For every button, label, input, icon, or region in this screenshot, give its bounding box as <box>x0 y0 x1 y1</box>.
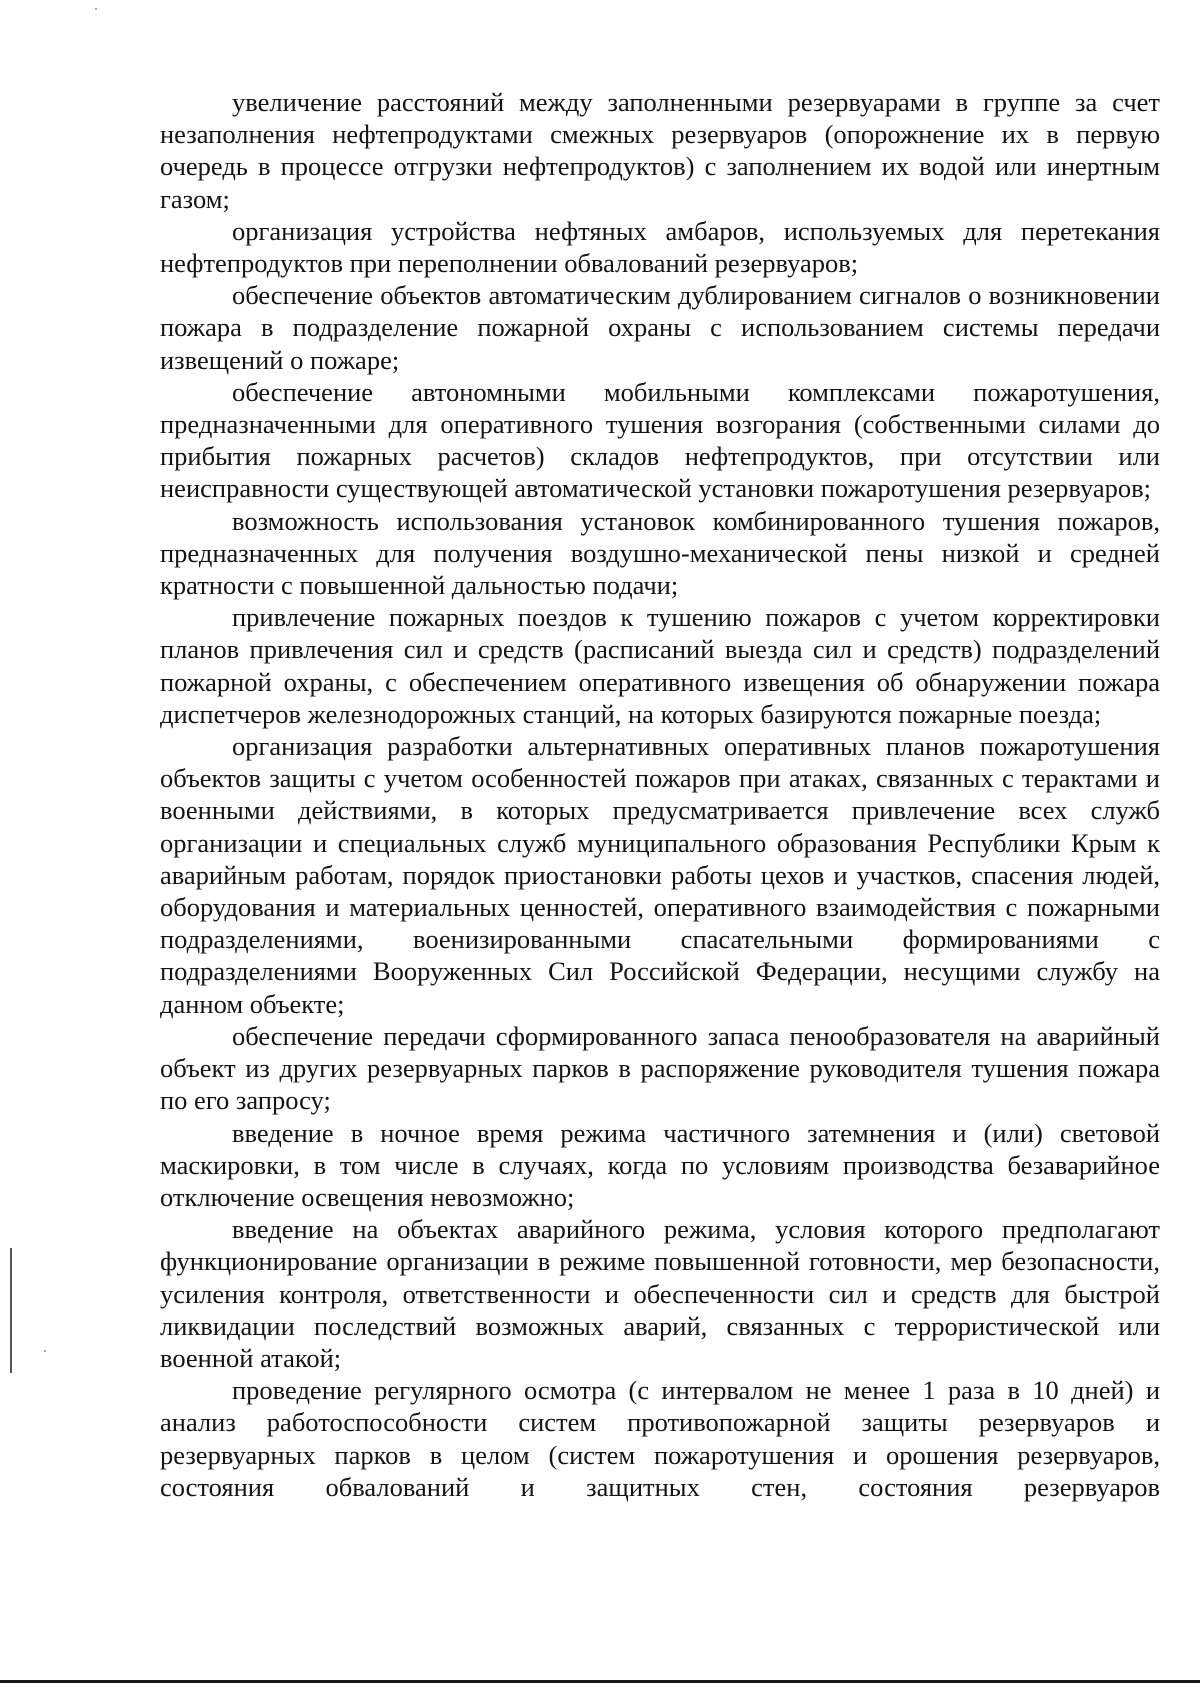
document-body <box>160 86 1160 1503</box>
paragraph-8: обеспечение передачи сформированного запаса пенообразователя на аварийный объект из других резервуарных парков в распоряжение руководителя тушения пожара по его запросу; <box>160 1020 1160 1116</box>
paragraph-10: введение на объектах аварийного режима, условия которого предполагают функционирование организации в режиме повышенной готовности, мер безопасности, усиления контроля, ответственности и обеспеченности сил и средств для быстрой ликвидации последствий возможных аварий, связанных с террористической или военной атакой; <box>160 1214 1160 1373</box>
scan-speck <box>44 1350 46 1352</box>
paragraph-6: привлечение пожарных поездов к тушению пожаров с учетом корректировки планов привлечения сил и средств (расписаний выезда сил и средств) подразделений пожарной охраны, с обеспечением оперативного извещения об обнаружении пожара диспетчеров железнодорожных станций, на которых базируются пожарные поезда; <box>160 602 1160 729</box>
paragraph-5: возможность использования установок комбинированного тушения пожаров, предназначенных для получения воздушно-механической пены низкой и средней кратности с повышенной дальностью подачи; <box>160 505 1160 601</box>
paragraph-1: увеличение расстояний между заполненными резервуарами в группе за счет незаполнения нефтепродуктами смежных резервуаров (опорожнение их в первую очередь в процессе отгрузки нефтепродуктов) с заполнением их водой или инертным газом; <box>160 87 1160 214</box>
paragraph-9: введение в ночное время режима частичного затемнения и (или) световой маскировки, в том числе в случаях, когда по условиям производства безаварийное отключение освещения невозможно; <box>160 1117 1160 1212</box>
paragraph-4: обеспечение автономными мобильными комплексами пожаротушения, предназначенными для оперативного тушения возгорания (собственными силами до прибытия пожарных расчетов) складов нефтепродуктов, при отсутствии или неисправности существующей автоматической установки пожаротушения резервуаров; <box>160 376 1160 504</box>
scan-margin-mark <box>10 1248 12 1373</box>
paragraph-7: организация разработки альтернативных оперативных планов пожаротушения объектов защиты с учетом особенностей пожаров при атаках, связанных с терактами и военными действиями, в которых предусматривается привлечение всех служб организации и специальных служб муниципального образования Республики Крым к аварийным работам, порядок приостановки работы цехов и участков, спасения людей, оборудования и материальных ценностей, оперативного взаимодействия с пожарными подразделениями, военизированными спасательными формированиями с подразделениями Вооруженных Сил Российской Федерации, несущими службу на данном объекте; <box>160 731 1160 1019</box>
paragraph-11: проведение регулярного осмотра (с интервалом не менее 1 раза в 10 дней) и анализ работоспособности систем противопожарной защиты резервуаров и резервуарных парков в целом (систем пожаротушения и орошения резервуаров, состояния обвалований и защитных стен, состояния резервуаров <box>160 1375 1160 1502</box>
paragraph-3: обеспечение объектов автоматическим дублированием сигналов о возникновении пожара в подразделение пожарной охраны с использованием системы передачи извещений о пожаре; <box>160 280 1160 375</box>
scan-speck <box>95 8 97 10</box>
bottom-rule <box>0 1680 1200 1683</box>
paragraph-2: организация устройства нефтяных амбаров, используемых для перетекания нефтепродуктов при переполнении обвалований резервуаров; <box>160 215 1160 279</box>
